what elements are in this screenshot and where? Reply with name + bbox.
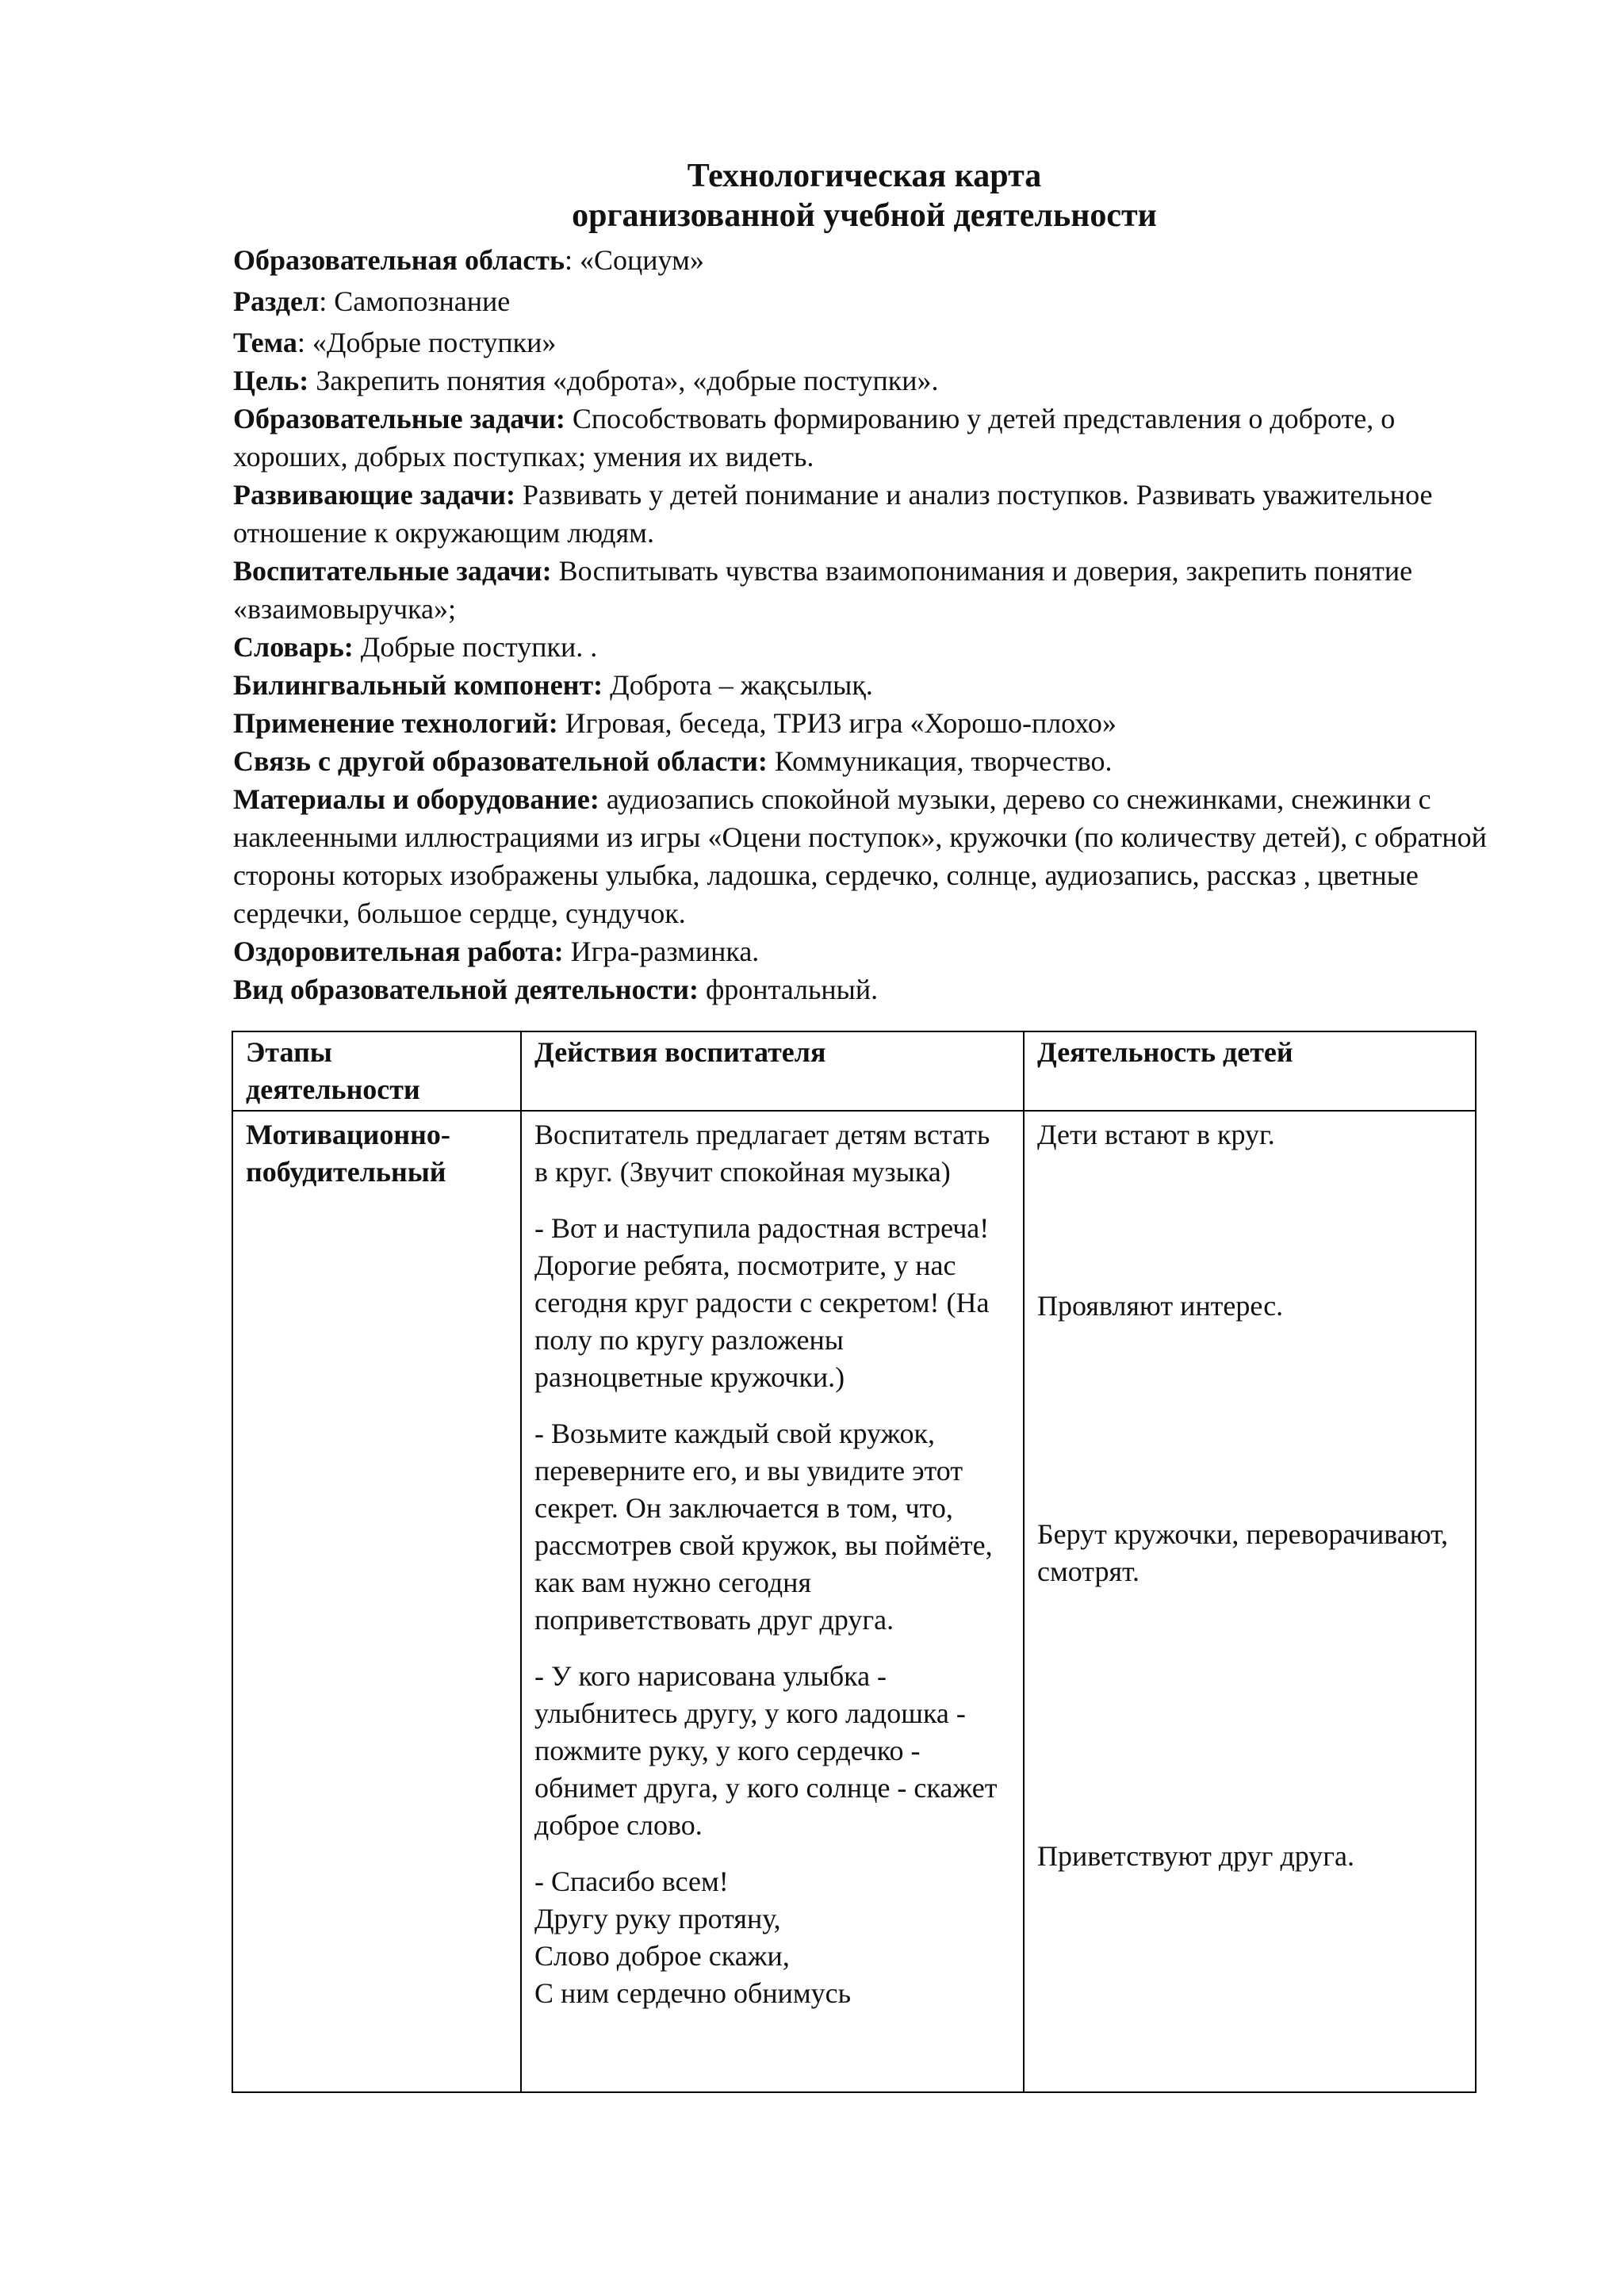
meta-health-label: Оздоровительная работа: — [233, 936, 564, 967]
stage-cell: Мотивационно-побудительный — [232, 1111, 521, 2092]
meta-edu-tasks-label: Образовательные задачи: — [233, 403, 565, 434]
meta-technologies — [233, 704, 1502, 742]
meta-link-label: Связь с другой образовательной области: — [233, 745, 768, 777]
kids-activity-cell — [1024, 1111, 1476, 2092]
table-header-stage: Этапы деятельности — [232, 1031, 521, 1111]
meta-link-value: Коммуникация, творчество. — [767, 745, 1113, 777]
activity-table — [232, 1031, 1477, 2093]
table-header-teacher: Действия воспитателя — [521, 1031, 1024, 1111]
teacher-action: - У кого нарисована улыбка - улыбнитесь другу, у кого ладошка - пожмите руку, у кого сердечко - обнимет друга, у кого солнце - скажет доброе слово. — [534, 1660, 998, 1841]
meta-health — [233, 932, 1502, 970]
meta-upbringing-tasks — [233, 552, 1502, 628]
meta-goal-label: Цель: — [233, 365, 309, 396]
teacher-action: - Вот и наступила радостная встреча! Дорогие ребята, посмотрите, у нас сегодня круг радости с секретом! (На полу по кругу разложены разноцветные кружочки.) — [534, 1212, 990, 1393]
meta-edu-tasks-value: Способствовать формированию у детей представления о доброте, о хороших, добрых поступках; умения их видеть. — [233, 403, 1396, 473]
meta-area — [233, 241, 1502, 279]
meta-edu-tasks — [233, 400, 1502, 476]
meta-topic-label: Тема — [233, 327, 297, 358]
meta-dev-tasks-value: Развивать у детей понимание и анализ поступков. Развивать уважительное отношение к окружающим людям. — [233, 479, 1433, 549]
meta-section-label: Раздел — [233, 285, 320, 317]
meta-technologies-value: Игровая, беседа, ТРИЗ игра «Хорошо-плохо» — [557, 707, 1116, 739]
kids-activity: Берут кружочки, переворачивают, смотрят. — [1037, 1518, 1449, 1587]
meta-section — [233, 282, 1502, 320]
meta-topic — [233, 323, 1502, 362]
table-header-row — [232, 1031, 1476, 1111]
table-header-kids: Деятельность детей — [1024, 1031, 1476, 1111]
meta-vocabulary-value: Добрые поступки. . — [353, 631, 598, 663]
meta-link — [233, 742, 1502, 780]
meta-bilingual-value: Доброта – жақсылық. — [603, 669, 873, 701]
meta-topic-value: : «Добрые поступки» — [297, 327, 557, 358]
meta-goal — [233, 362, 1502, 400]
meta-dev-tasks — [233, 476, 1502, 552]
meta-vocabulary-label: Словарь: — [233, 631, 354, 663]
meta-bilingual-label: Билингвальный компонент: — [233, 669, 603, 701]
document-title-line-2: организованной учебной деятельности — [572, 197, 1157, 234]
teacher-actions-cell — [521, 1111, 1024, 2092]
table-row — [232, 1111, 1476, 2092]
meta-bilingual — [233, 666, 1502, 704]
meta-dev-tasks-label: Развивающие задачи: — [233, 479, 515, 511]
meta-area-label: Образовательная область — [233, 244, 565, 276]
kids-activity: Приветствуют друг друга. — [1037, 1840, 1355, 1872]
meta-kind-label: Вид образовательной деятельности: — [233, 974, 699, 1005]
lesson-meta — [233, 241, 1502, 1008]
meta-materials — [233, 780, 1502, 932]
document-title-line-1: Технологическая карта — [687, 158, 1042, 194]
meta-area-value: : «Социум» — [565, 244, 704, 276]
meta-section-value: : Самопознание — [319, 285, 511, 317]
meta-upbringing-tasks-value: Воспитывать чувства взаимопонимания и доверия, закрепить понятие «взаимовыручка»; — [233, 555, 1413, 625]
meta-kind — [233, 970, 1502, 1008]
meta-upbringing-tasks-label: Воспитательные задачи: — [233, 555, 552, 587]
meta-goal-value: Закрепить понятия «доброта», «добрые поступки». — [308, 365, 939, 396]
meta-health-value: Игра-разминка. — [563, 936, 760, 967]
meta-kind-value: фронтальный. — [698, 974, 879, 1005]
meta-materials-label: Материалы и оборудование: — [233, 783, 599, 815]
teacher-action: - Спасибо всем! Другу руку протяну, Слово доброе скажи, С ним сердечно обнимусь — [534, 1866, 852, 2009]
meta-materials-value: аудиозапись спокойной музыки, дерево со снежинками, снежинки с наклеенными иллюстрациями из игры «Оцени поступок», кружочки (по количеству детей), с обратной стороны которых изображены улыбка, ладошка, сердечко, солнце, аудиозапись, рассказ , цветные сердечки, большое сердце, сундучок. — [233, 783, 1487, 929]
kids-activity: Проявляют интерес. — [1037, 1290, 1284, 1322]
teacher-action: - Возьмите каждый свой кружок, переверните его, и вы увидите этот секрет. Он заключается в том, что, рассмотрев свой кружок, вы поймёте, как вам нужно сегодня поприветствовать друг друга. — [534, 1418, 993, 1636]
teacher-action: Воспитатель предлагает детям встать в круг. (Звучит спокойная музыка) — [534, 1119, 990, 1188]
kids-activity: Дети встают в круг. — [1037, 1119, 1275, 1150]
meta-technologies-label: Применение технологий: — [233, 707, 558, 739]
meta-vocabulary — [233, 628, 1502, 666]
